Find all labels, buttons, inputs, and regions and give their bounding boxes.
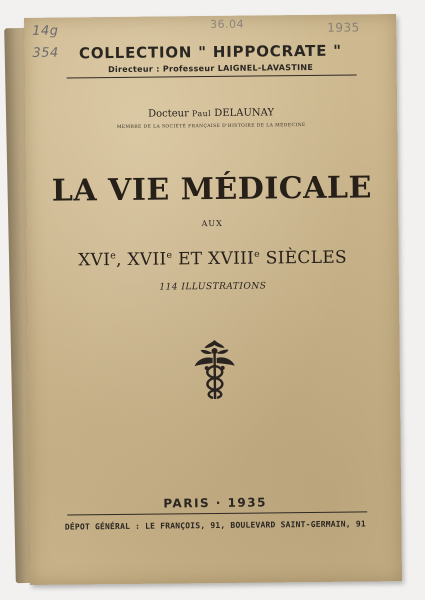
place-and-date: PARIS · 1935 [163, 495, 268, 511]
author-last-name: DELAUNAY [214, 107, 275, 119]
author-line [25, 106, 397, 121]
pencil-mark-left-top: 14g [32, 23, 59, 39]
collection-title: COLLECTION " HIPPOCRATE " [78, 41, 342, 63]
author-affiliation: MEMBRE DE LA SOCIÉTÉ FRANÇAISE D'HISTOIRE DE LA MÉDECINE [116, 123, 306, 130]
illustrations-count: 114 ILLUSTRATIONS [159, 281, 267, 293]
century-18-sup: e [254, 248, 261, 260]
publisher-depot: DÉPOT GÉNÉRAL : LE FRANÇOIS, 91, BOULEVARD SAINT-GERMAIN, 91 [64, 519, 366, 532]
century-16-sup: e [110, 250, 117, 262]
century-connector: ET [177, 249, 203, 270]
centuries-word: SIÈCLES [265, 247, 348, 269]
book-title: LA VIE MÉDICALE [51, 170, 373, 209]
top-divider [67, 74, 357, 78]
century-16: XVI [78, 250, 111, 271]
title-connector: AUX [201, 218, 223, 229]
century-17-sup: e [166, 249, 173, 261]
pencil-mark-right: 1935 [327, 20, 360, 35]
collection-director: Directeur : Professeur LAIGNEL-LAVASTINE [107, 62, 314, 75]
author-first-name: Paul [191, 109, 212, 119]
author-prefix: Docteur [147, 108, 189, 120]
pencil-mark-left-bottom: 354 [32, 45, 59, 61]
centuries-line: XVIe, XVIIe ET XVIIIe SIÈCLES [78, 247, 348, 271]
century-18: XVIII [208, 248, 255, 270]
century-17: XVII [127, 249, 167, 270]
bottom-divider [67, 511, 367, 515]
pencil-mark-center: 36.04 [210, 17, 245, 32]
caduceus-emblem-icon [190, 336, 239, 402]
book-cover [24, 14, 402, 585]
